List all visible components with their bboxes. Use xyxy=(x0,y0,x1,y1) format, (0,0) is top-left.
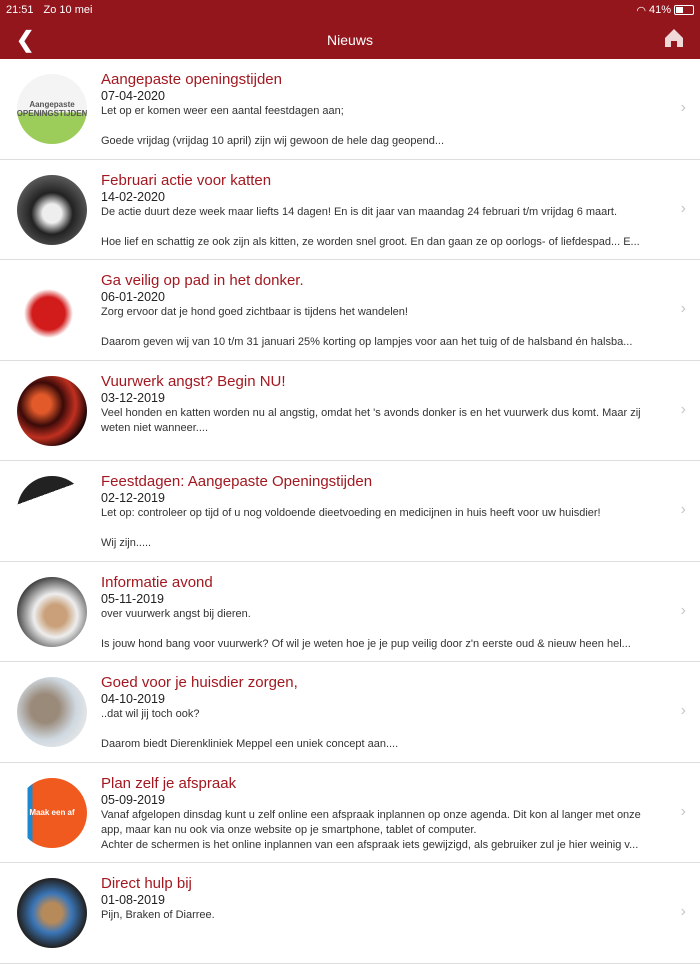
news-thumbnail xyxy=(17,476,87,546)
news-item[interactable] xyxy=(0,160,700,261)
news-summary: Let op: controleer op tijd of u nog voldoende dieetvoeding en medicijnen in huis heeft voor uw huisdier! Wij zijn..... xyxy=(101,507,601,549)
news-date: 03-12-2019 xyxy=(101,390,165,405)
news-thumbnail xyxy=(17,376,87,446)
wifi-icon: ◠ xyxy=(636,4,646,17)
news-summary: Veel honden en katten worden nu al angstig, omdat het 's avonds donker is en het vuurwerk dus komt. Maar zij weten niet wanneer.... xyxy=(101,406,641,434)
news-summary: over vuurwerk angst bij dieren. Is jouw hond bang voor vuurwerk? Of wil je weten hoe je je pup veilig door z'n eerste oud & nieuw heen hel... xyxy=(101,607,631,650)
news-date: 05-09-2019 xyxy=(101,792,165,807)
news-title: Informatie avond xyxy=(101,573,213,591)
chevron-right-icon: › xyxy=(680,199,686,217)
news-title: Direct hulp bij xyxy=(101,875,192,892)
news-date: 06-01-2020 xyxy=(101,290,165,304)
news-list xyxy=(0,59,700,964)
news-item[interactable] xyxy=(0,662,700,763)
back-chevron-icon[interactable]: ❮ xyxy=(16,27,35,52)
chevron-right-icon: › xyxy=(680,99,686,116)
news-date: 04-10-2019 xyxy=(101,692,165,706)
news-title: Aangepaste openingstijden xyxy=(101,71,282,88)
nav-bar xyxy=(0,20,700,59)
news-title: Plan zelf je afspraak xyxy=(101,774,237,792)
news-title: Ga veilig op pad in het donker. xyxy=(101,272,304,289)
news-thumbnail xyxy=(17,74,87,144)
news-item[interactable] xyxy=(0,461,700,562)
news-summary: Pijn, Braken of Diarree. xyxy=(101,909,215,921)
chevron-right-icon: › xyxy=(680,501,686,518)
news-title: Februari actie voor katten xyxy=(101,171,272,189)
news-thumbnail xyxy=(17,577,87,647)
chevron-right-icon: › xyxy=(680,601,686,619)
news-date: 02-12-2019 xyxy=(101,491,165,505)
battery-icon xyxy=(674,5,694,15)
news-summary: Zorg ervoor dat je hond goed zichtbaar is tijdens het wandelen! Daarom geven wij van 10 t/m 31 januari 25% korting op lampjes voor aan het tuig of de halsband én halsba... xyxy=(101,306,633,348)
news-item[interactable] xyxy=(0,361,700,462)
news-thumbnail xyxy=(17,677,87,747)
news-title: Goed voor je huisdier zorgen, xyxy=(101,674,298,691)
chevron-right-icon: › xyxy=(680,903,686,920)
chevron-right-icon: › xyxy=(680,400,686,418)
status-bar xyxy=(0,0,700,20)
news-date: 05-11-2019 xyxy=(101,591,165,606)
news-item[interactable] xyxy=(0,562,700,663)
news-thumbnail xyxy=(17,878,87,948)
chevron-right-icon: › xyxy=(680,702,686,719)
news-title: Vuurwerk angst? Begin NU! xyxy=(101,372,286,390)
page-title: Nieuws xyxy=(327,31,373,48)
status-time: 21:51 xyxy=(6,4,34,16)
news-summary: De actie duurt deze week maar liefts 14 dagen! En is dit jaar van maandag 24 februari t/m vrijdag 6 maart. Hoe lief en schattig ze ook zijn als kitten, ze worden snel groot. En dan gaan ze op oorlogs- of liefdespad... E... xyxy=(101,205,640,248)
news-title: Feestdagen: Aangepaste Openingstijden xyxy=(101,473,373,490)
news-summary: Vanaf afgelopen dinsdag kunt u zelf online een afspraak inplannen op onze agenda. Dit kon al langer met onze app, maar kan nu ook via onze website op je smartphone, tablet of computer. Achter de schermen is het online inplannen van een afspraak iets gewijzigd, als gebruiker zul je hier weinig v... xyxy=(101,808,641,851)
news-date: 01-08-2019 xyxy=(101,893,165,907)
thumbnail-text: Aangepaste OPENINGSTIJDEN xyxy=(17,100,87,118)
app-header xyxy=(0,0,700,59)
news-thumbnail xyxy=(17,275,87,345)
news-item[interactable] xyxy=(0,763,700,864)
battery-percent: 41% xyxy=(648,4,671,16)
chevron-right-icon: › xyxy=(680,300,686,317)
news-thumbnail xyxy=(17,175,87,245)
news-summary: Let op er komen weer een aantal feestdagen aan; Goede vrijdag (vrijdag 10 april) zijn wij gewoon de hele dag geopend... xyxy=(101,105,445,147)
news-date: 07-04-2020 xyxy=(101,89,165,103)
thumbnail-text: Maak een af xyxy=(29,808,75,817)
news-item[interactable] xyxy=(0,260,700,361)
status-date: Zo 10 mei xyxy=(43,4,93,16)
chevron-right-icon: › xyxy=(680,802,686,820)
home-icon[interactable] xyxy=(664,28,684,48)
news-date: 14-02-2020 xyxy=(101,189,165,204)
news-summary: ..dat wil jij toch ook? Daarom biedt Dierenkliniek Meppel een uniek concept aan.... xyxy=(101,708,399,750)
news-thumbnail xyxy=(17,778,87,848)
news-item[interactable] xyxy=(0,59,700,160)
news-item[interactable] xyxy=(0,863,700,964)
